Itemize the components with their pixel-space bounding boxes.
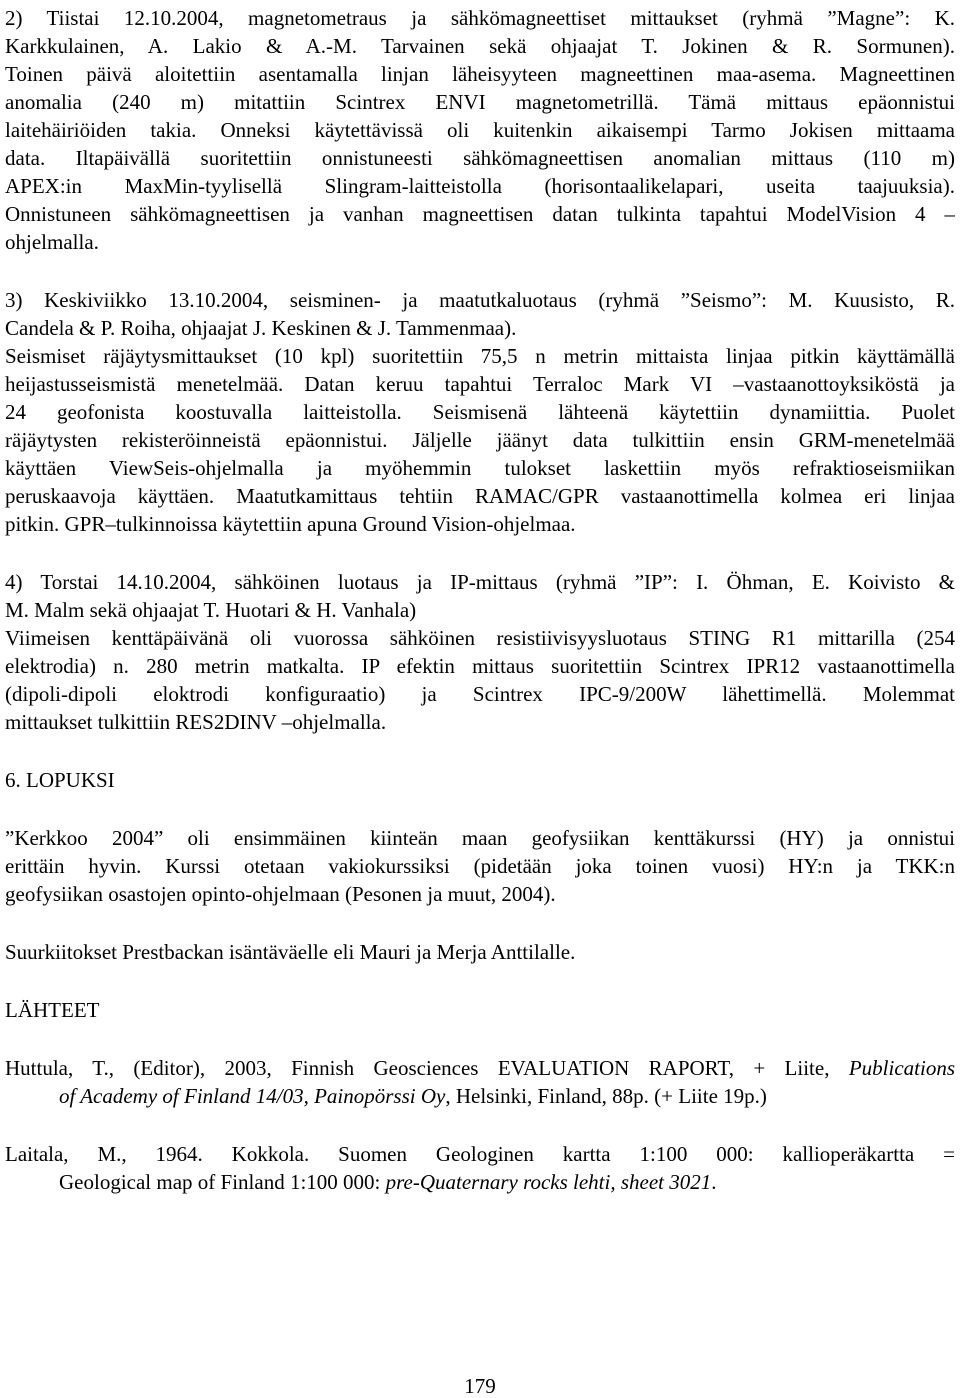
paragraph-line: 3) Keskiviikko 13.10.2004, seisminen- ja maatutkaluotaus (ryhmä ”Seismo”: M. Kuusisto, R. bbox=[5, 288, 955, 312]
paragraph-line: anomalia (240 m) mitattiin Scintrex ENVI magnetometrillä. Tämä mittaus epäonnistui bbox=[5, 90, 955, 114]
paragraph-line: pitkin. GPR–tulkinnoissa käytettiin apuna Ground Vision-ohjelmaa. bbox=[5, 512, 576, 536]
paragraph-line: käyttäen ViewSeis-ohjelmalla ja myöhemmin tulokset laskettiin myös refraktioseismiikan bbox=[5, 456, 955, 480]
paragraph-line: 4) Torstai 14.10.2004, sähköinen luotaus ja IP-mittaus (ryhmä ”IP”: I. Öhman, E. Koivisto & bbox=[5, 570, 955, 594]
paragraph-line: 24 geofonista koostuvalla laitteistolla. Seismisenä lähteenä käytettiin dynamiittia. Puolet bbox=[5, 400, 955, 424]
reference-entry bbox=[5, 1054, 955, 1110]
paragraph-line: Onnistuneen sähkömagneettisen ja vanhan magneettisen datan tulkinta tapahtui ModelVision 4 – bbox=[5, 202, 955, 226]
paragraph-line: geofysiikan osastojen opinto-ohjelmaan (Pesonen ja muut, 2004). bbox=[5, 882, 556, 906]
page-number: 179 bbox=[464, 1374, 496, 1398]
paragraph-line: Karkkulainen, A. Lakio & A.-M. Tarvainen sekä ohjaajat T. Jokinen & R. Sormunen). bbox=[5, 34, 955, 58]
paragraph-line: data. Iltapäivällä suoritettiin onnistuneesti sähkömagneettisen anomalian mittaus (110 m) bbox=[5, 146, 955, 170]
paragraph-line: mittaukset tulkittiin RES2DINV –ohjelmalla. bbox=[5, 710, 387, 734]
paragraph-line: peruskaavoja käyttäen. Maatutkamittaus tehtiin RAMAC/GPR vastaanottimella kolmea eri linjaa bbox=[5, 484, 955, 508]
paragraph-line: Viimeisen kenttäpäivänä oli vuorossa sähköinen resistiivisyysluotaus STING R1 mittarilla (254 bbox=[5, 626, 955, 650]
reference-entry bbox=[5, 1140, 955, 1196]
paragraph-line: M. Malm sekä ohjaajat T. Huotari & H. Vanhala) bbox=[5, 598, 417, 622]
section-lahteet bbox=[5, 996, 955, 1196]
thanks-line: Suurkiitokset Prestbackan isäntäväelle eli Mauri ja Merja Anttilalle. bbox=[5, 940, 576, 964]
paragraph-line: 2) Tiistai 12.10.2004, magnetometraus ja sähkömagneettiset mittaukset (ryhmä ”Magne”: K. bbox=[5, 6, 955, 30]
reference-line: of Academy of Finland 14/03, Painopörssi Oy, Helsinki, Finland, 88p. (+ Liite 19p.) bbox=[59, 1084, 767, 1108]
section-day3 bbox=[5, 286, 955, 538]
section-day2 bbox=[5, 4, 955, 256]
section-lopuksi bbox=[5, 766, 955, 966]
paragraph-line: ”Kerkkoo 2004” oli ensimmäinen kiinteän maan geofysiikan kenttäkurssi (HY) ja onnistui bbox=[5, 826, 955, 850]
reference-line: Laitala, M., 1964. Kokkola. Suomen Geologinen kartta 1:100 000: kallioperäkartta = bbox=[5, 1142, 955, 1166]
section-heading: LÄHTEET bbox=[5, 998, 100, 1022]
paragraph-line: Seismiset räjäytysmittaukset (10 kpl) suoritettiin 75,5 n metrin mittaista linjaa pitkin käyttämällä bbox=[5, 344, 955, 368]
paragraph-line: Toinen päivä aloitettiin asentamalla linjan läheisyyteen magneettinen maa-asema. Magneettinen bbox=[5, 62, 955, 86]
document-page bbox=[5, 4, 955, 1196]
paragraph-line: elektrodia) n. 280 metrin matkalta. IP efektin mittaus suoritettiin Scintrex IPR12 vastaanottimella bbox=[5, 654, 955, 678]
paragraph-line: Candela & P. Roiha, ohjaajat J. Keskinen & J. Tammenmaa). bbox=[5, 316, 517, 340]
section-day4 bbox=[5, 568, 955, 736]
paragraph-line: räjäytysten rekisteröinneistä epäonnistui. Jäljelle jäänyt data tulkittiin ensin GRM-menetelmää bbox=[5, 428, 955, 452]
reference-line: Huttula, T., (Editor), 2003, Finnish Geosciences EVALUATION RAPORT, + Liite, Publications bbox=[5, 1056, 955, 1080]
reference-line: Geological map of Finland 1:100 000: pre-Quaternary rocks lehti, sheet 3021. bbox=[59, 1170, 717, 1194]
paragraph-line: (dipoli-dipoli eloktrodi konfiguraatio) ja Scintrex IPC-9/200W lähettimellä. Molemmat bbox=[5, 682, 955, 706]
paragraph-line: ohjelmalla. bbox=[5, 230, 99, 254]
paragraph-line: APEX:in MaxMin-tyylisellä Slingram-laitteistolla (horisontaalikelapari, useita taajuuksia). bbox=[5, 174, 955, 198]
paragraph-line: heijastusseismistä menetelmää. Datan keruu tapahtui Terraloc Mark VI –vastaanottoyksiköstä ja bbox=[5, 372, 955, 396]
section-heading: 6. LOPUKSI bbox=[5, 768, 115, 792]
paragraph-line: erittäin hyvin. Kurssi otetaan vakiokurssiksi (pidetään joka toinen vuosi) HY:n ja TKK:n bbox=[5, 854, 955, 878]
paragraph-line: laitehäiriöiden takia. Onneksi käytettävissä oli kuitenkin aikaisempi Tarmo Jokisen mittaama bbox=[5, 118, 955, 142]
